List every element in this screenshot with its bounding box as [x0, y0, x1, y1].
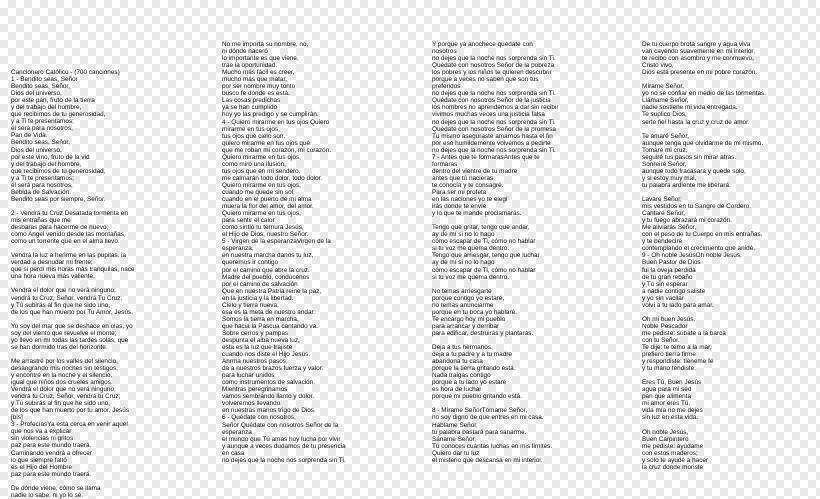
text-line: no dejes que la noche nos sorprenda sin Ti.	[432, 90, 556, 98]
text-line: Cielo y tierra nueva,	[222, 301, 279, 309]
text-line: vendrá tu Cruz, Señor, vendrá Tu Cruz;	[11, 294, 123, 302]
text-line: Para ser mi profeta	[432, 188, 487, 196]
text-line: Cantaré Señor,	[642, 210, 685, 218]
text-line: de tu gran rebaño	[642, 273, 693, 281]
text-line: da a nuestros brazos fuerza y valor.	[222, 365, 324, 373]
text-line: No temas arriesgarte	[432, 287, 492, 295]
text-line: de los que han muerto por Tu Amor, Jesús.	[11, 308, 133, 316]
text-line: el Hijo de Dios, nuestro Señor.	[222, 231, 309, 239]
text-line: De dónde viene, cómo se llama	[11, 484, 101, 492]
text-line: por ser nombre muy tonto	[222, 83, 296, 91]
text-line: vida mía no me dejes	[642, 407, 703, 415]
text-line: no dejes que la noche nos sorprenda sin Ti.	[222, 456, 346, 464]
text-line: Oh noble Jesús,	[642, 428, 689, 436]
text-line: y encontré en la noche y el silencio,	[11, 372, 113, 380]
text-line: si tu voz me quema dentro.	[432, 273, 510, 281]
text-line: me pediste: ayúdame	[642, 442, 704, 450]
stanza-gap	[11, 245, 206, 252]
text-line: en la justicia y la libertad.	[222, 294, 294, 302]
text-line: vamos sembrando llanto y dolor,	[222, 393, 315, 401]
text-line: Quiero mirarme en tus ojos,	[222, 153, 301, 161]
stanza-gap	[642, 309, 818, 316]
text-line: cuando nos diste el Hijo Jesús.	[222, 351, 311, 359]
text-line: deja a tu padre y a tu madre	[432, 351, 512, 359]
text-line: en casa	[222, 449, 245, 457]
text-line: Que en nuestra Patria reine la paz,	[222, 287, 322, 295]
text-line: mis entrañas que me	[11, 216, 71, 224]
text-line: serte fiel hasta la cruz y cruz de amor.	[642, 118, 750, 126]
text-line: que me roban mi corazón, mi corazón.	[222, 146, 332, 154]
text-line: cuando me quede sin sol,	[222, 188, 295, 196]
text-line: porque en tu boca yo hablaré.	[432, 308, 517, 316]
stanza-gap	[432, 337, 630, 344]
text-line: y Tú subirás al fin que he sido uno,	[11, 301, 110, 309]
text-line: Lavaré Señor,	[642, 196, 682, 204]
text-line: los pobres y los niños te quieren descubrir	[432, 69, 552, 77]
text-line: Bendito seas por siempre, Señor.	[11, 195, 106, 203]
text-line: en nuestras manos trigo de Dios.	[222, 407, 316, 415]
text-line: Dios está presente en mi pobre corazón.	[642, 69, 758, 77]
text-line: los hombres no aprendemos a dar sin recibir	[432, 104, 559, 112]
stanza-gap	[642, 422, 818, 429]
text-line: 6 - Quédate con nosotros,	[222, 414, 296, 422]
text-line: y aunque a veces dudamos de tu presencia	[222, 442, 346, 450]
text-line: Dios del universo,	[11, 146, 62, 154]
text-line: Quédate con nosotros Señor de la promesa	[432, 125, 556, 133]
text-line: trae la oportunidad.	[222, 62, 278, 70]
stanza-gap	[432, 217, 630, 224]
text-line: como Angel venido desde las montañas,	[11, 231, 126, 239]
text-line: mi amor eres Tú,	[642, 400, 691, 408]
text-line: queremos ir contigo	[222, 259, 279, 267]
text-line: y yo sin vacilar	[642, 294, 684, 302]
text-line: agua para mi sed	[642, 386, 692, 394]
text-line: él será para nosotros,	[11, 181, 73, 189]
text-line: Caminando vendrá a ofrecer	[11, 449, 92, 457]
text-line: busco fe dónde es está.	[222, 90, 290, 98]
text-line: formaras	[432, 160, 458, 168]
text-line: se han dormido tras del horizonte.	[11, 343, 108, 351]
text-line: Llámame Señor,	[642, 97, 689, 105]
text-line: mucho más que matar,	[222, 76, 288, 84]
text-line: la cruz donde moriste	[642, 463, 704, 471]
text-line: Sobre cerros y pampas	[222, 329, 289, 337]
text-line: en las naciones yo te elegí	[432, 196, 508, 204]
text-line: Madre del pueblo, condúcenos	[222, 273, 310, 281]
text-line: Buen Pastor de Dios	[642, 259, 701, 267]
text-line: Quédate con nosotros Señor de la pobreza	[432, 62, 555, 70]
text-line: por este pan, fruto de la tierra	[11, 97, 95, 105]
text-line: Somos la tierra en marcha,	[222, 315, 299, 323]
text-line: como sintió tu ternura Jesús,	[222, 224, 304, 232]
stanza-gap	[11, 478, 206, 485]
text-line: que nos va a explicar	[11, 428, 72, 436]
text-line: de los que han muerto por tu amor, Jesús	[11, 407, 129, 415]
text-line: 7 - Antes que te formarasAntes que te	[432, 153, 540, 161]
text-line: no soy digno de que entres en mi casa.	[432, 414, 544, 422]
text-line: verdad a desnudar mi frente;	[11, 259, 93, 267]
text-line: Dios del universo,	[11, 90, 62, 98]
text-line: no temas anunciarme	[432, 301, 494, 309]
text-line: Pan de Vida.	[11, 132, 48, 140]
text-line: Sonreiré Señor,	[642, 160, 687, 168]
text-line: me calmarán todo dolor, todo dolor.	[222, 174, 323, 182]
text-line: y sólo te ayudé a hacer	[642, 456, 709, 464]
text-line: Sáname Señor,	[432, 435, 477, 443]
text-line: porque mi pueblo gritando está.	[432, 393, 522, 401]
text-line: te conocía y te consagré.	[432, 181, 504, 189]
text-line: con estos maderos;	[642, 449, 698, 457]
text-line: porque la tierra gritando está.	[432, 365, 516, 373]
text-line: y si estoy muy mal,	[642, 174, 697, 182]
text-line: para luchar unidos	[222, 372, 275, 380]
text-line: Mientras peregrinamos	[222, 386, 288, 394]
text-line: Me aliviarás Señor,	[642, 224, 697, 232]
text-line: para edificar, destruirás y plantarás.	[432, 329, 534, 337]
text-line: que hacia la Pascua cantando va.	[222, 322, 318, 330]
text-line: Tomaré mi cruz,	[642, 146, 688, 154]
stanza-gap	[432, 400, 630, 407]
text-line: abandona tu casa	[432, 358, 483, 366]
text-line: 2 - Vendrá tu Cruz Desatada tormenta en	[11, 209, 128, 217]
text-line: para arrancar y derribar	[432, 322, 500, 330]
text-line: fui la oveja perdida	[642, 266, 696, 274]
text-line: Mucho más fácil es creer,	[222, 69, 295, 77]
text-line: por el camino que abre la cruz.	[222, 266, 310, 274]
text-line: Cristo vivo,	[642, 62, 674, 70]
text-line: nosotros	[432, 48, 457, 56]
text-line: prefiero tierra firme	[642, 351, 696, 359]
text-line: Buen Carpintero	[642, 435, 689, 443]
text-line: De tu cuerpo brota sangre y agua viva	[642, 41, 751, 48]
text-line: mis vestidos en tu Sangre de Cordero.	[642, 203, 752, 211]
text-line: que recibimos de tu generosidad,	[11, 111, 106, 119]
text-line: yo no sé confiar en medio de las tormentas.	[642, 90, 766, 98]
text-line: pan que alimenta	[642, 393, 692, 401]
text-line: tus ojos que en mi sendero,	[222, 167, 301, 175]
text-line: Te suplico Dios,	[642, 111, 687, 119]
text-line: porque a tu lado yo estaré	[432, 379, 507, 387]
text-line: 1 - Bendito seas, Señor	[11, 76, 78, 84]
text-line: paz para este mundo traerá.	[11, 470, 92, 478]
stanza-gap	[642, 372, 818, 379]
text-line: Nada traigas contigo	[432, 372, 491, 380]
text-line: Señor Quédate con nosotros Señor de la	[222, 421, 339, 429]
text-line: dentro del vientre de tu madre	[432, 167, 518, 175]
text-line: aunque todo fracasara y quede solo,	[642, 167, 746, 175]
text-line: y Tú sin esperar	[642, 280, 688, 288]
text-line: nadie lo sabe, ni yo lo sé.	[11, 491, 84, 499]
text-line: Me arrastré por los valles del silencio,	[11, 357, 118, 365]
text-line: por el camino de salvación	[222, 280, 298, 288]
text-line: 5 - Virgen de la esperanzaVirgen de la	[222, 238, 331, 246]
text-line: Quiero mirarme en tus ojos,	[222, 181, 301, 189]
text-line: si tu voz me quema dentro.	[432, 245, 510, 253]
text-line: Vendrá el dolor que no verá ninguno;	[11, 287, 116, 295]
text-line: Tú conoces cuántas luchas en mis límites.	[432, 442, 553, 450]
text-line: 9 - Oh noble JesúsOh noble Jesús,	[642, 252, 742, 260]
text-line: Yo soy del mar que se deshace en olas, yo	[11, 322, 133, 330]
text-line: Vendrá la luz a herirme en las pupilas, la	[11, 252, 127, 260]
text-line: sin violencias ni gritos	[11, 435, 74, 443]
text-line: Quiero mirarme en tus ojos,	[222, 210, 301, 218]
text-line: 4 - Quiero mirarme en tus ojos Quiero	[222, 118, 330, 126]
text-line: te recibo con asombro y me conmuevo,	[642, 55, 754, 63]
text-line: tu palabra bastará para sanarme.	[432, 428, 527, 436]
text-line: es el Hijo del Hombre	[11, 463, 73, 471]
text-line: el mundo que Tú amas hoy lucha por vivir	[222, 435, 341, 443]
text-line: cuando en el puerto de mi alma	[222, 196, 312, 204]
text-line: Cancionero Católico - (700 canciones)	[11, 69, 120, 76]
text-line: y tu mano tendiste.	[642, 365, 696, 373]
text-line: Tengo que arriesgar, tengo que luchar	[432, 252, 540, 260]
text-line: Eres Tú, Buen Jesús	[642, 379, 702, 387]
text-line: como miro una ilusión,	[222, 160, 286, 168]
text-line: Háblame Señor,	[432, 421, 478, 429]
text-line: volví a tu lado para amar.	[642, 301, 714, 309]
text-line: desangrando mis noches sin testigos,	[11, 364, 118, 372]
text-line: ay de mí si no lo hago	[432, 231, 495, 239]
stanza-gap	[642, 189, 818, 196]
text-line: antes que tú nacieras	[432, 174, 494, 182]
text-line: Mírame Señor,	[642, 83, 684, 91]
text-line: para sentir el calor	[222, 217, 275, 225]
text-line: porque a veces no saben que son tus	[432, 76, 539, 84]
stanza-gap	[11, 351, 206, 358]
text-column-1	[11, 69, 206, 499]
text-line: y del trabajo del hombre,	[11, 104, 82, 112]
text-line: es hora de luchar	[432, 386, 482, 394]
text-line: aunque tenga que olvidarme de mí mismo.	[642, 139, 764, 147]
text-line: me pediste: súbate a la barca	[642, 329, 726, 337]
text-line: preferidos	[432, 83, 461, 91]
text-line: no dejes que la noche nos sorprenda sin Ti.	[432, 118, 556, 126]
text-line: esperanza	[222, 428, 252, 436]
text-line: como un torrente que en el alma llevo.	[11, 238, 120, 246]
text-line: Quiero dar tu luz	[432, 449, 480, 457]
text-line: en nuestra marcha danos tu luz,	[222, 252, 314, 260]
text-line: no dejes que la noche nos sorprenda sin Ti.	[432, 55, 556, 63]
text-line: Deja a tus hermanos,	[432, 344, 493, 352]
text-line: lo importante es que viene,	[222, 55, 299, 63]
text-line: y Tú subirás al fin que he sido uno,	[11, 400, 110, 408]
text-line: Las cosas predichas	[222, 97, 281, 105]
text-line: despunta el alba nueva luz,	[222, 336, 300, 344]
text-column-2	[222, 41, 420, 464]
text-line: con tu Señor.	[642, 336, 680, 344]
text-line: Ahrma nuestros pasos,	[222, 358, 288, 366]
text-line: sin luz en esta vida.	[642, 414, 699, 422]
text-line: Bebida de Salvación.	[11, 188, 72, 196]
text-line: y respondiste: tiéneme fe	[642, 358, 714, 366]
text-line: ya se han cumplido	[222, 104, 278, 112]
text-line: seguiré tus pasos sin mirar atrás.	[642, 153, 737, 161]
stanza-gap	[642, 126, 818, 133]
text-line: igual que niños dos crueles amigos.	[11, 379, 113, 387]
text-line: van cayendo suavemente en mi interior,	[642, 48, 755, 56]
text-line: esta es la luz que trajiste	[222, 344, 293, 352]
text-line: irás donde te envíe	[432, 203, 487, 211]
text-line: y te bendeciré	[642, 238, 683, 246]
text-column-4	[642, 41, 818, 471]
text-line: no dejes que la noche nos sorprenda sin Ti.	[432, 146, 556, 154]
text-line: desbaras para hacerme de nuevo;	[11, 224, 109, 232]
text-line: 3 - ProfecíasYa está cerca en venir aquel	[11, 421, 128, 429]
text-line: Tengo que gritar, tengo que andar,	[432, 224, 530, 232]
text-line: y a Ti te presentamos;	[11, 118, 74, 126]
stanza-gap	[11, 203, 206, 210]
text-line: Te amaré Señor,	[642, 132, 689, 140]
text-line: como instrumentos de salvación.	[222, 379, 316, 387]
stanza-gap	[432, 281, 630, 288]
text-line: con el peso de tu Cuerpo en mis entrañas,	[642, 231, 763, 239]
text-line: ay de mí si no lo hago	[432, 259, 495, 267]
text-line: [bis]	[11, 414, 23, 422]
text-line: y a Ti te presentamos;	[11, 174, 74, 182]
text-line: quiero mirarme en tus ojos qué	[222, 139, 311, 147]
text-line: Te encargo hoy mi pueblo	[432, 315, 506, 323]
stanza-gap	[11, 280, 206, 287]
text-line: el misterio que descansa en mi interior.	[432, 456, 543, 464]
text-line: ni dónde naceró	[222, 48, 268, 56]
text-line: que si perdí mis horas más tranquilas, nace	[11, 266, 135, 274]
text-line: y del trabajo del hombre,	[11, 160, 82, 168]
text-line: mirarme en tus ojos,	[222, 125, 280, 133]
text-line: por eso humildemente volvemos a pedirte	[432, 139, 551, 147]
text-line: vendrá tu Cruz, Señor, vendrá tu Cruz;	[11, 393, 121, 401]
text-line: por este vino, fruto de la vid	[11, 153, 90, 161]
text-line: volveremos llevando	[222, 400, 281, 408]
text-line: tu palabra ardiente me liberará.	[642, 181, 731, 189]
text-line: esa es la meta de nuestro andar.	[222, 308, 316, 316]
text-line: vivimos muchas veces una justicia falsa	[432, 111, 545, 119]
text-line: tus ojos que cielo son.	[222, 132, 286, 140]
text-line: yo llevo en mí todas las tardes solas, que	[11, 336, 129, 344]
text-line: muera la flor del amor, del amor.	[222, 203, 314, 211]
text-line: nadie sostiene mi vida entregada.	[642, 104, 738, 112]
text-line: cómo escapar de Ti, cómo no hablar	[432, 266, 536, 274]
text-line: porque contigo yo estaré,	[432, 294, 505, 302]
text-column-3	[432, 41, 630, 464]
text-line: contemplando el crecimiento que anidé.	[642, 245, 755, 253]
text-line: y lo que te mande proclamarás.	[432, 210, 522, 218]
text-line: él será para nosotros,	[11, 125, 73, 133]
text-line: soy del viento que revuelve el monte;	[11, 329, 117, 337]
text-line: Bendito seas, Señor,	[11, 139, 70, 147]
text-line: No me importa su nombre, no,	[222, 41, 309, 48]
text-line: Te dije: te temo a la mar,	[642, 344, 712, 352]
text-line: esperanza,	[222, 245, 254, 253]
text-line: lo que siempre faltó	[11, 456, 67, 464]
text-line: hoy yo las predigo y se cumplirán.	[222, 111, 319, 119]
stanza-gap	[642, 76, 818, 83]
text-line: y tu fuego abrazará mi corazón.	[642, 217, 732, 225]
text-line: una hora nueva más valiente.	[11, 273, 95, 281]
text-line: Noble Pescador	[642, 322, 688, 330]
text-line: Tú mismo aseguraste amarnos hasta el fin	[432, 132, 553, 140]
text-line: cómo escapar de Ti, cómo no hablar	[432, 238, 536, 246]
text-line: Vendrá el dolor que no verá ninguno;	[11, 386, 116, 394]
text-line: que recibimos de tu generosidad,	[11, 167, 106, 175]
text-line: Oh mi buen Jesús,	[642, 315, 696, 323]
text-line: a nadie contigo saliste	[642, 287, 706, 295]
text-line: Y porque ya anochece quédate con	[432, 41, 533, 48]
stanza-gap	[11, 316, 206, 323]
text-line: Quédate con nosotros Señor de la justicia	[432, 97, 551, 105]
text-line: paz para este mundo traerá.	[11, 442, 92, 450]
text-line: Bendito seas, Señor,	[11, 83, 70, 91]
text-line: 8 - Mírame SeñorTómame Señor,	[432, 407, 528, 415]
